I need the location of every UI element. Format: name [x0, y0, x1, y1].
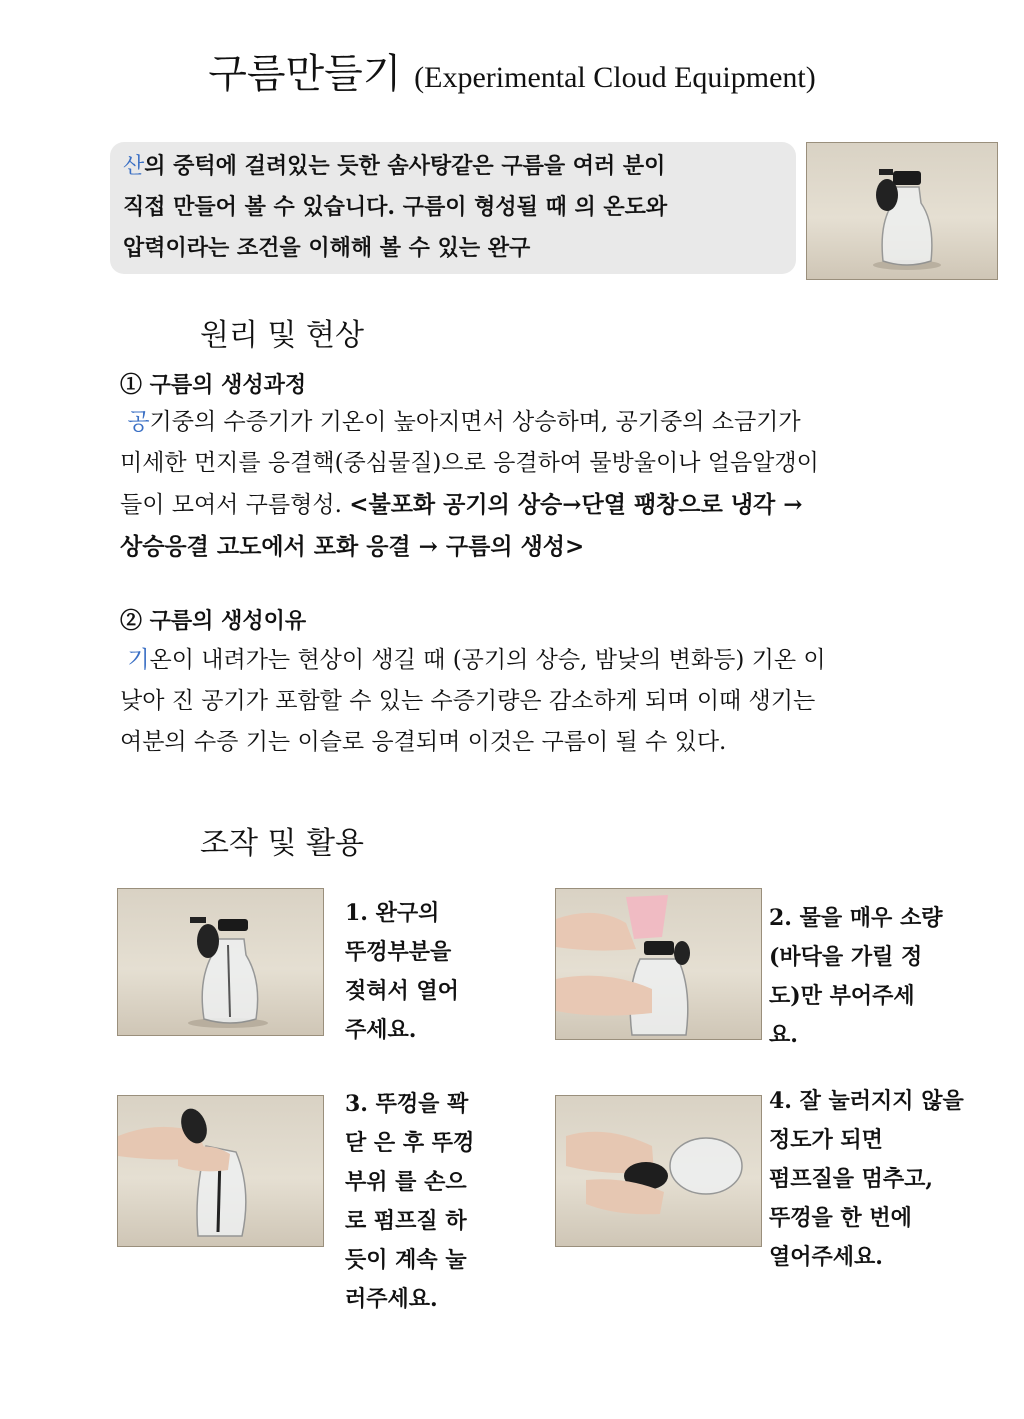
process-line-1-text: 기중의 수증기가 기온이 높아지면서 상승하며, 공기중의 소금기가 — [149, 409, 801, 435]
intro-accent-char: 산 — [123, 154, 145, 179]
process-line-4-bold: 상승응결 고도에서 포화 응결 → 구름의 생성> — [120, 533, 585, 560]
step-4-line: 정도가 되면 — [769, 1127, 883, 1153]
step-1-line: 젖혀서 열어 — [345, 978, 459, 1004]
step-3-text — [345, 1085, 474, 1319]
open-lid-cloud-image — [556, 1096, 761, 1246]
intro-line-1 — [123, 146, 813, 187]
step-4-line: 4. 잘 눌러지지 않을 — [769, 1088, 964, 1114]
step-1-text — [345, 894, 459, 1050]
step-2-line: (바닥을 가릴 정 — [769, 944, 923, 970]
step-3-line: 러주세요. — [345, 1286, 438, 1312]
step-4-line: 열어주세요. — [769, 1244, 883, 1270]
pour-water-image — [556, 889, 761, 1039]
bottle-image — [807, 143, 997, 279]
reason-line-1 — [120, 640, 980, 681]
intro-line-3: 압력이라는 조건을 이해해 볼 수 있는 완구 — [123, 235, 531, 261]
subheading-cloud-process: ① 구름의 생성과정 — [120, 372, 307, 398]
step-3-line: 3. 뚜껑을 꽉 — [345, 1091, 469, 1117]
title-english: (Experimental Cloud Equipment) — [414, 61, 816, 94]
intro-line-2: 직접 만들어 볼 수 있습니다. 구름이 형성될 때 의 온도와 — [123, 194, 668, 220]
step-3-line: 로 펌프질 하 — [345, 1208, 467, 1234]
process-accent-char: 공 — [127, 409, 150, 435]
reason-line-3: 여분의 수증 기는 이슬로 응결되며 이것은 구름이 될 수 있다. — [120, 729, 727, 755]
process-line-2: 미세한 먼지를 응결핵(중심물질)으로 응결하여 물방울이나 얼음알갱이 — [120, 450, 819, 476]
step-1-line: 주세요. — [345, 1017, 417, 1043]
step-2-text — [769, 899, 942, 1055]
step-2-line: 2. 물을 매우 소량 — [769, 905, 943, 931]
reason-accent-char: 기 — [127, 647, 150, 673]
subheading-cloud-reason: ② 구름의 생성이유 — [120, 608, 307, 634]
intro-text — [123, 146, 813, 269]
step-3-line: 듯이 계속 눌 — [345, 1247, 467, 1273]
step-2-line: 요. — [769, 1022, 798, 1048]
step-3-photo — [117, 1095, 324, 1247]
step-2-photo — [555, 888, 762, 1040]
step-4-line: 뚜껑을 한 번에 — [769, 1205, 912, 1231]
step-3-line: 닫 은 후 뚜껑 — [345, 1130, 475, 1156]
step-3-line: 부위 를 손으 — [345, 1169, 467, 1195]
process-line-1 — [120, 402, 980, 443]
step-1-photo — [117, 888, 324, 1036]
intro-photo — [806, 142, 998, 280]
step-4-line: 펌프질을 멈추고, — [769, 1166, 934, 1192]
step-4-text — [769, 1082, 964, 1277]
step-2-line: 도)만 부어주세 — [769, 983, 915, 1009]
process-line-4 — [120, 526, 980, 568]
cloud-reason-text — [120, 640, 980, 763]
process-line-3-bold: <불포화 공기의 상승→단열 팽창으로 냉각 → — [349, 491, 803, 518]
cloud-process-text — [120, 402, 980, 568]
reason-line-2: 낮아 진 공기가 포함할 수 있는 수증기량은 감소하게 되며 이때 생기는 — [120, 688, 816, 714]
open-lid-bottle-image — [118, 889, 323, 1035]
step-1-line: 1. 완구의 — [345, 900, 440, 926]
pump-bottle-image — [118, 1096, 323, 1246]
title-korean: 구름만들기 — [208, 51, 402, 97]
process-line-3 — [120, 484, 980, 526]
process-line-3-plain: 들이 모여서 구름형성. — [120, 492, 350, 518]
reason-line-1-text: 온이 내려가는 현상이 생길 때 (공기의 상승, 밤낮의 변화등) 기온 이 — [149, 647, 826, 673]
page-title — [0, 42, 1024, 99]
intro-line-1-text: 의 중턱에 걸려있는 듯한 솜사탕같은 구름을 여러 분이 — [144, 153, 666, 179]
step-1-line: 뚜껑부분을 — [345, 939, 452, 965]
step-4-photo — [555, 1095, 762, 1247]
section-title-principle: 원리 및 현상 — [200, 318, 364, 353]
section-title-operation: 조작 및 활용 — [200, 826, 364, 861]
